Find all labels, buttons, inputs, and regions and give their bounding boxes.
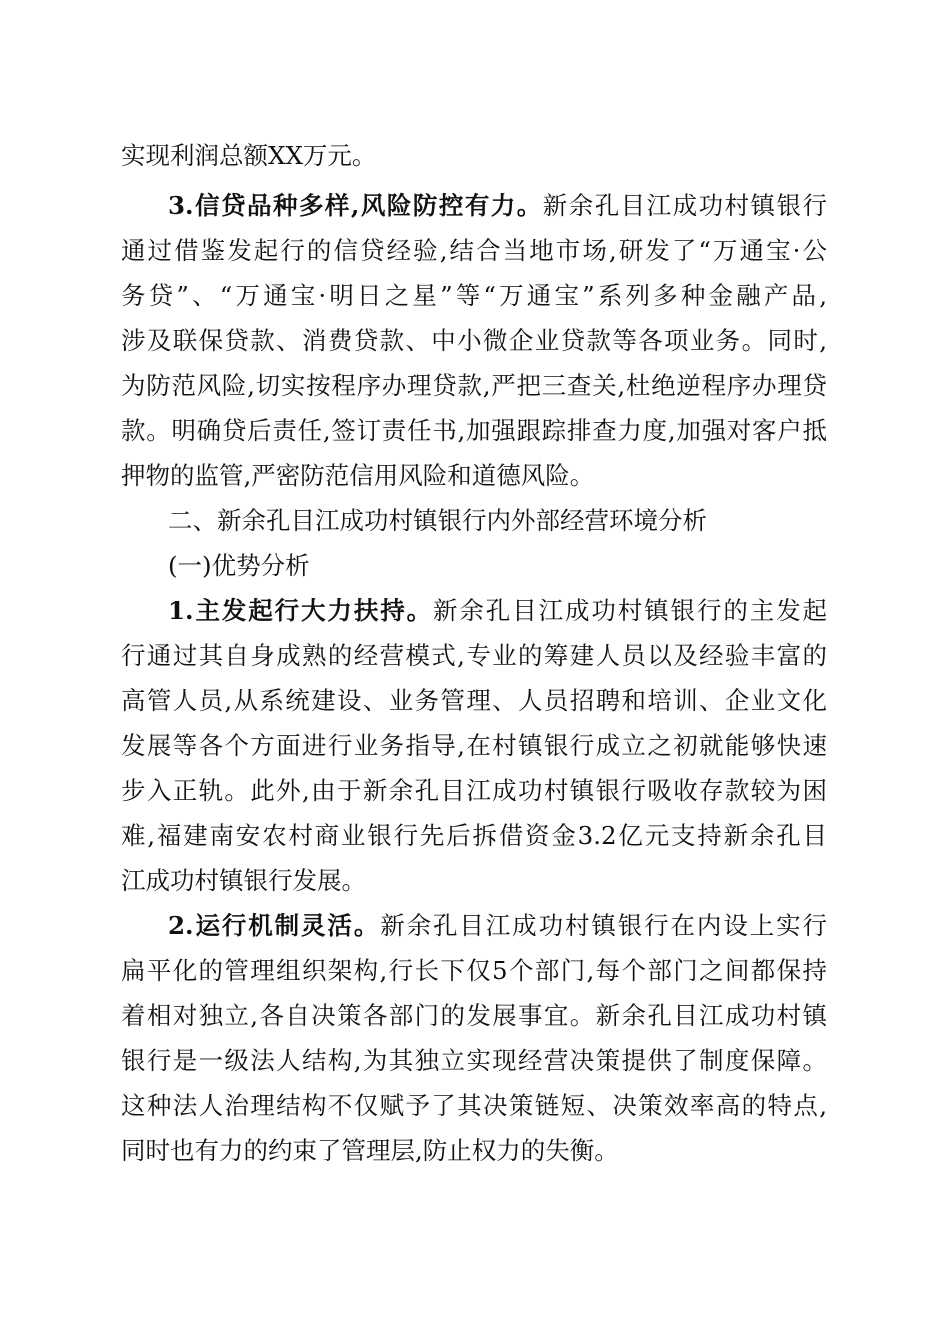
text-line-5: 涉及联保贷款、消费贷款、中小微企业贷款等各项业务。同时, <box>121 326 827 355</box>
heading-credit-products: 3.信贷品种多样,风险防控有力。 <box>168 191 543 220</box>
text-line-3: 通过借鉴发起行的信贷经验,结合当地市场,研发了“万通宝·公 <box>121 236 827 265</box>
section-heading-2: 二、新余孔目江成功村镇银行内外部经营环境分析 <box>168 506 707 535</box>
paragraph-3-heading-line <box>168 186 827 226</box>
text-line-16: 难,福建南安农村商业银行先后拆借资金3.2亿元支持新余孔目 <box>121 821 827 850</box>
text-line-20: 着相对独立,各自决策各部门的发展事宜。新余孔目江成功村镇 <box>121 1001 827 1030</box>
text-line-23: 同时也有力的约束了管理层,防止权力的失衡。 <box>121 1136 619 1165</box>
text-line-1: 实现利润总额XX万元。 <box>121 141 377 170</box>
text-line-19: 扁平化的管理组织架构,行长下仅5个部门,每个部门之间都保持 <box>121 956 827 985</box>
advantage-1-lead: 新余孔目江成功村镇银行的主发起 <box>433 596 828 625</box>
advantage-2-lead: 新余孔目江成功村镇银行在内设上实行 <box>380 911 827 940</box>
heading-flexible-mechanism: 2.运行机制灵活。 <box>168 911 381 940</box>
text-line-8: 押物的监管,严密防范信用风险和道德风险。 <box>121 461 595 490</box>
paragraph-3-lead: 新余孔目江成功村镇银行 <box>542 191 828 220</box>
text-line-22: 这种法人治理结构不仅赋予了其决策链短、决策效率高的特点, <box>121 1091 827 1120</box>
subsection-heading-advantages: (一)优势分析 <box>168 551 310 580</box>
text-line-6: 为防范风险,切实按程序办理贷款,严把三查关,杜绝逆程序办理贷 <box>121 371 827 400</box>
heading-sponsor-support: 1.主发起行大力扶持。 <box>168 596 434 625</box>
text-line-12: 行通过其自身成熟的经营模式,专业的筹建人员以及经验丰富的 <box>121 641 827 670</box>
text-line-17: 江成功村镇银行发展。 <box>121 866 366 895</box>
advantage-1-heading-line <box>168 591 827 631</box>
text-line-14: 发展等各个方面进行业务指导,在村镇银行成立之初就能够快速 <box>121 731 827 760</box>
text-line-21: 银行是一级法人结构,为其独立实现经营决策提供了制度保障。 <box>121 1046 827 1075</box>
advantage-2-heading-line <box>168 906 827 946</box>
text-line-15: 步入正轨。此外,由于新余孔目江成功村镇银行吸收存款较为困 <box>121 776 827 805</box>
text-line-13: 高管人员,从系统建设、业务管理、人员招聘和培训、企业文化 <box>121 686 827 715</box>
text-line-4: 务贷”、“万通宝·明日之星”等“万通宝”系列多种金融产品, <box>121 281 827 310</box>
text-line-7: 款。明确贷后责任,签订责任书,加强跟踪排查力度,加强对客户抵 <box>121 416 827 445</box>
